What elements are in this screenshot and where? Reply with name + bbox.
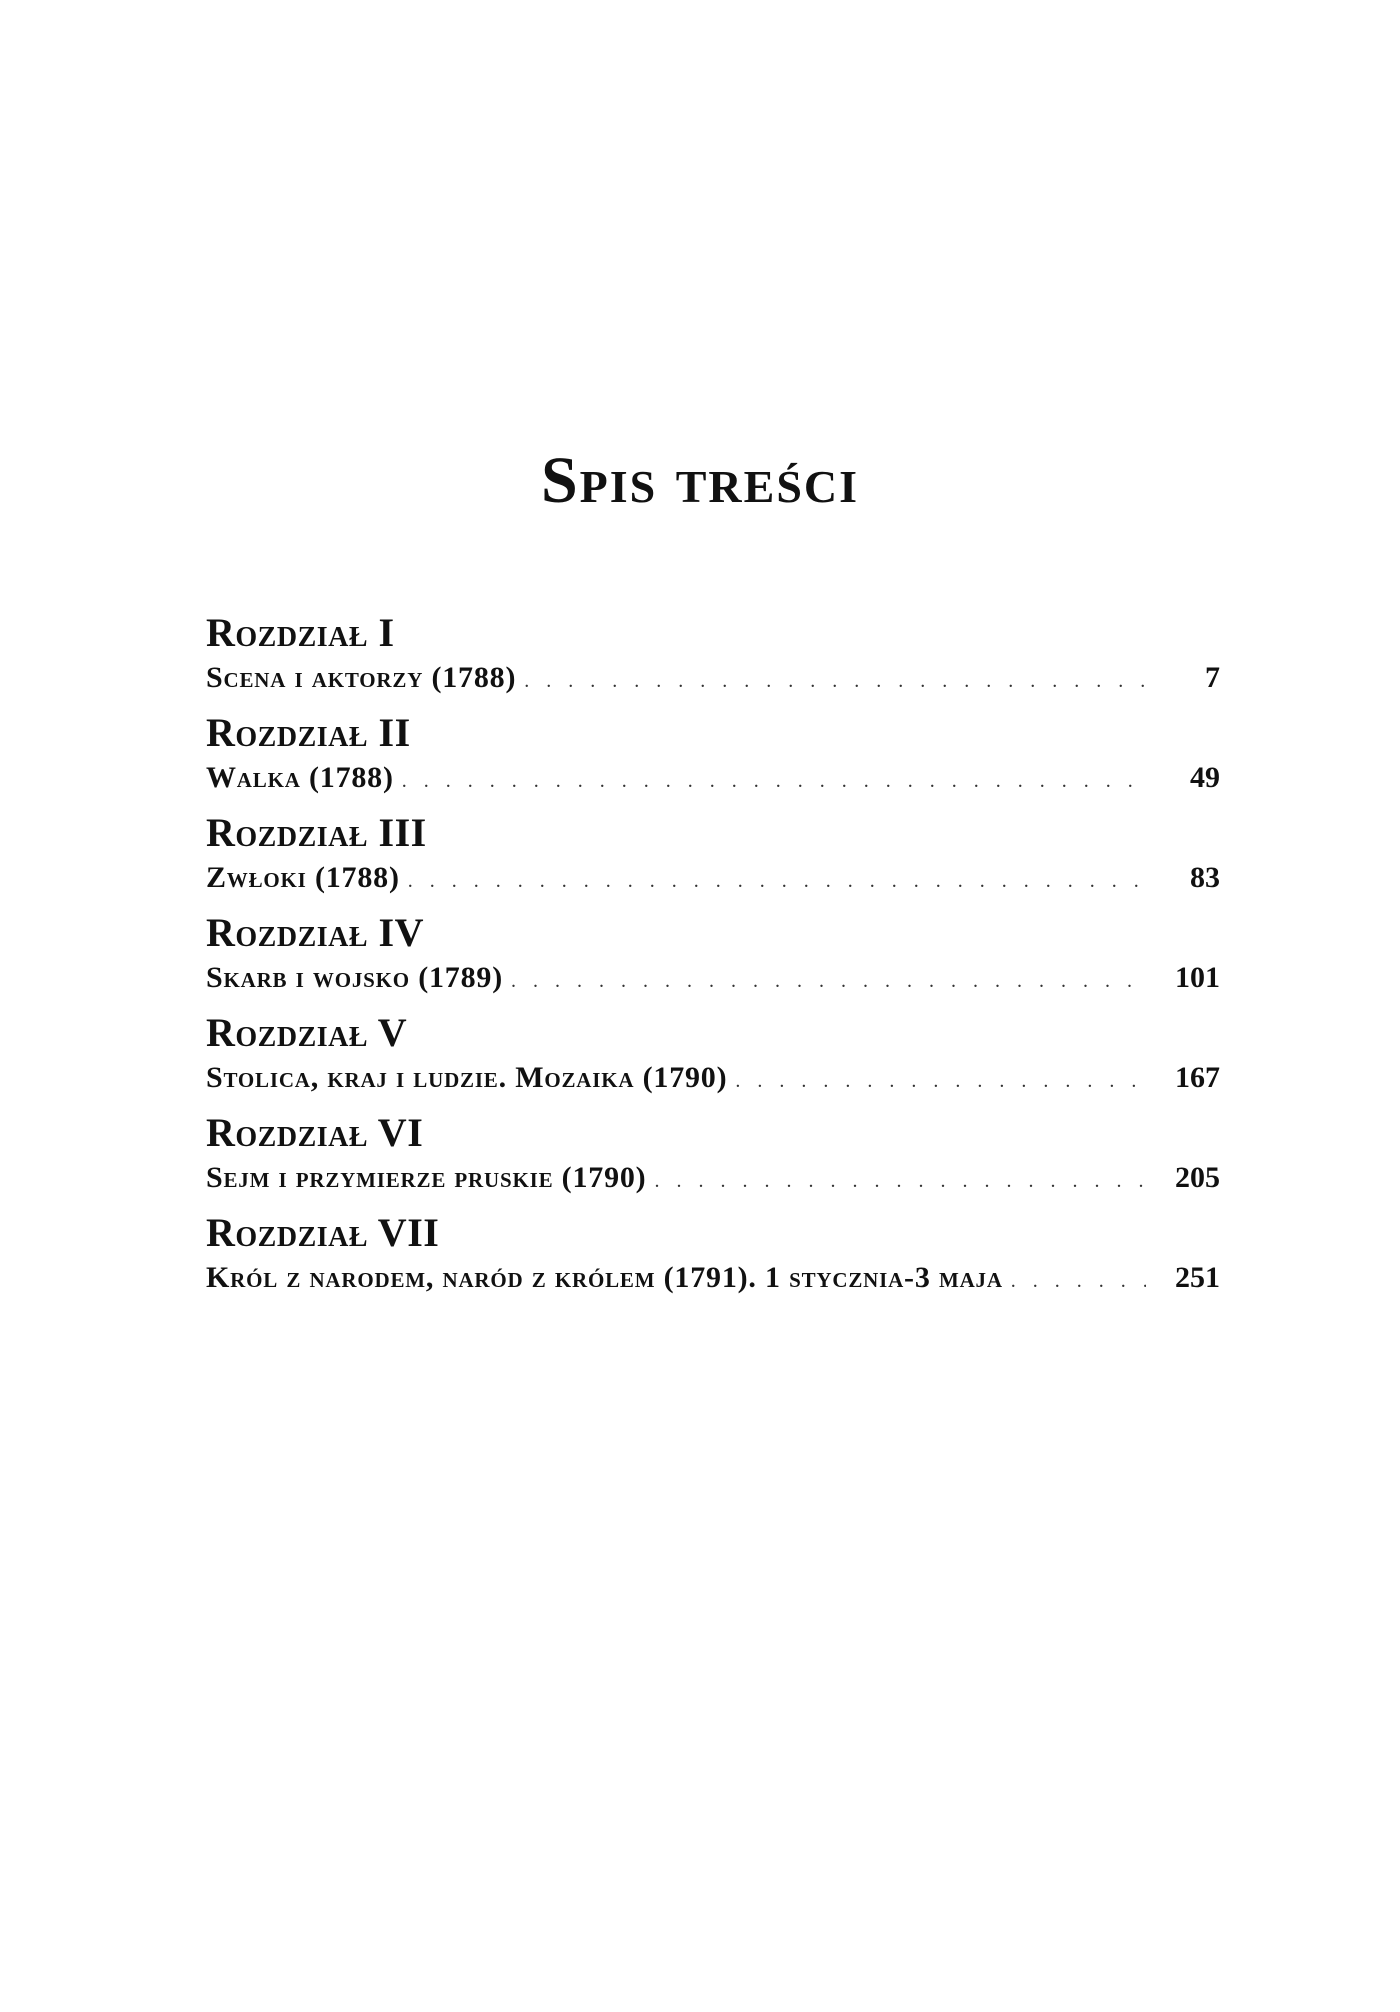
toc-entry[interactable] xyxy=(206,1060,1220,1100)
page-number: 49 xyxy=(1190,761,1220,794)
entry-title: Skarb i wojsko (1789) xyxy=(206,961,503,994)
dot-leader xyxy=(654,1163,1146,1199)
chapter-label: Rozdział VII xyxy=(206,1210,440,1255)
entry-title: Król z narodem, naród z królem (1791). 1 stycznia-3 maja xyxy=(206,1261,1003,1294)
dot-leader xyxy=(511,963,1146,999)
dot-leader xyxy=(524,663,1146,699)
dot-leader xyxy=(402,763,1146,799)
page-number: 101 xyxy=(1175,961,1220,994)
toc-entry[interactable] xyxy=(206,760,1220,800)
dot-leader xyxy=(1011,1263,1146,1299)
dot-leader xyxy=(735,1063,1146,1099)
chapter-label: Rozdział IV xyxy=(206,910,424,955)
toc-chapter-1 xyxy=(206,610,1220,700)
entry-title: Sejm i przymierze pruskie (1790) xyxy=(206,1161,647,1194)
chapter-label: Rozdział II xyxy=(206,710,411,755)
entry-title: Zwłoki (1788) xyxy=(206,861,400,894)
entry-title: Walka (1788) xyxy=(206,761,394,794)
toc-entry[interactable] xyxy=(206,660,1220,700)
toc-chapter-5 xyxy=(206,1010,1220,1100)
page-number: 167 xyxy=(1175,1061,1220,1094)
table-of-contents xyxy=(206,610,1220,1310)
dot-leader xyxy=(408,863,1146,899)
chapter-label: Rozdział I xyxy=(206,610,395,655)
toc-chapter-6 xyxy=(206,1110,1220,1200)
toc-entry[interactable] xyxy=(206,1160,1220,1200)
page-number: 205 xyxy=(1175,1161,1220,1194)
toc-entry[interactable] xyxy=(206,860,1220,900)
toc-chapter-4 xyxy=(206,910,1220,1000)
entry-title: Stolica, kraj i ludzie. Mozaika (1790) xyxy=(206,1061,728,1094)
page-number: 83 xyxy=(1190,861,1220,894)
chapter-label: Rozdział V xyxy=(206,1010,408,1055)
toc-entry[interactable] xyxy=(206,1260,1220,1300)
toc-chapter-3 xyxy=(206,810,1220,900)
toc-entry[interactable] xyxy=(206,960,1220,1000)
toc-chapter-7 xyxy=(206,1210,1220,1300)
page-number: 7 xyxy=(1205,661,1220,694)
page-number: 251 xyxy=(1175,1261,1220,1294)
page-title: Spis treści xyxy=(540,444,860,517)
toc-chapter-2 xyxy=(206,710,1220,800)
chapter-label: Rozdział III xyxy=(206,810,427,855)
chapter-label: Rozdział VI xyxy=(206,1110,424,1155)
entry-title: Scena i aktorzy (1788) xyxy=(206,661,517,694)
